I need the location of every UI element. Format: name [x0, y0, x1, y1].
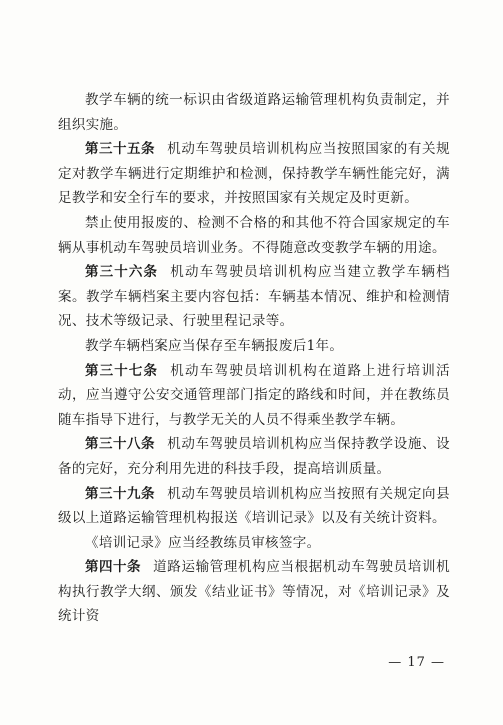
paragraph-article-39 [58, 482, 450, 531]
article-heading: 第三十七条 [85, 362, 159, 379]
paragraph-text: 机动车驾驶员培训机构应当按照有关规定向县级以上道路运输管理机构报送《培训记录》以及有关统计资料。 [58, 485, 451, 527]
paragraph-article-40 [58, 555, 450, 629]
paragraph-article-36 [58, 260, 450, 334]
paragraph-text: 《培训记录》应当经教练员审核签字。 [85, 534, 321, 551]
article-heading: 第三十五条 [85, 141, 156, 158]
paragraph-text: 机动车驾驶员培训机构应当建立教学车辆档案。教学车辆档案主要内容包括：车辆基本情况、维护和检测情况、技术等级记录、行驶里程记录等。 [58, 264, 450, 330]
paragraph-9 [58, 531, 450, 556]
article-heading: 第三十九条 [85, 485, 156, 502]
paragraph-text: 道路运输管理机构应当根据机动车驾驶员培训机构执行教学大纲、颁发《结业证书》等情况，对《培训记录》及统计资 [58, 559, 450, 625]
article-heading: 第四十条 [85, 559, 141, 576]
article-heading: 第三十六条 [85, 264, 159, 281]
paragraph-5 [58, 334, 450, 359]
paragraph-article-38 [58, 432, 450, 481]
paragraph-text: 机动车驾驶员培训机构应当按照国家的有关规定对教学车辆进行定期维护和检测，保持教学车辆性能完好，满足教学和安全行车的要求，并按照国家有关规定及时更新。 [58, 141, 451, 207]
paragraph-3 [58, 211, 450, 260]
page-number: — 17 — [388, 655, 445, 670]
article-heading: 第三十八条 [85, 436, 156, 453]
paragraph-text: 机动车驾驶员培训机构应当保持教学设施、设备的完好，充分利用先进的科技手段，提高培训质量。 [58, 436, 451, 477]
paragraph-article-35 [58, 137, 450, 211]
paragraph-text: 机动车驾驶员培训机构在道路上进行培训活动，应当遵守公安交通管理部门指定的路线和时间，并在教练员随车指导下进行，与教学无关的人员不得乘坐教学车辆。 [58, 362, 450, 428]
paragraph-text: 教学车辆档案应当保存至车辆报废后1年。 [85, 337, 344, 354]
paragraph-1 [58, 88, 450, 137]
document-body [58, 88, 450, 629]
paragraph-article-37 [58, 359, 450, 433]
paragraph-text: 禁止使用报废的、检测不合格的和其他不符合国家规定的车辆从事机动车驾驶员培训业务。不得随意改变教学车辆的用途。 [58, 214, 450, 256]
paragraph-text: 教学车辆的统一标识由省级道路运输管理机构负责制定，并组织实施。 [58, 92, 450, 133]
